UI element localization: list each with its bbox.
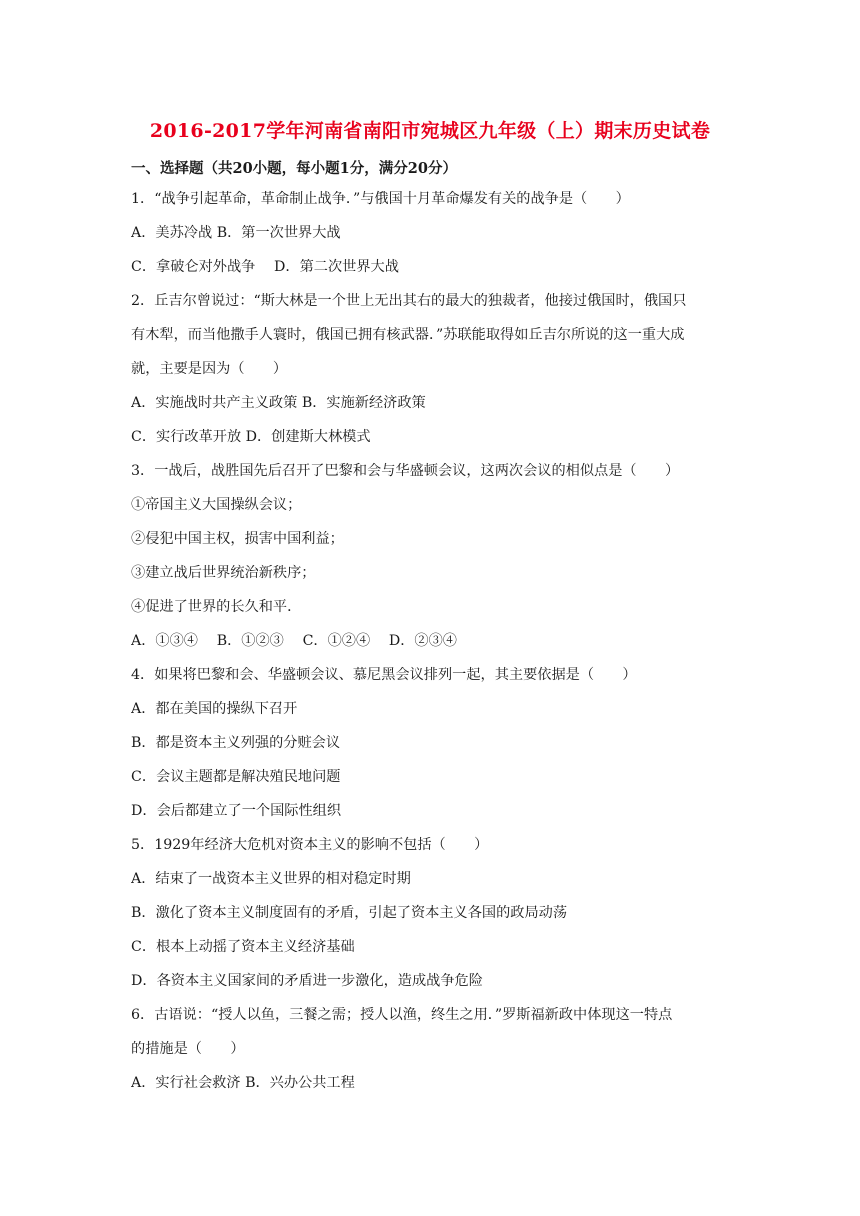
text-line: C．实行改革开放 D．创建斯大林模式	[131, 429, 371, 445]
text-line: ④促进了世界的长久和平．	[131, 599, 302, 615]
text-line: A．实施战时共产主义政策 B．实施新经济政策	[131, 395, 426, 411]
page-title: 2016-2017学年河南省南阳市宛城区九年级（上）期末历史试卷	[149, 120, 711, 142]
text-line: 1．“战争引起革命，革命制止战争．”与俄国十月革命爆发有关的战争是（ ）	[131, 191, 630, 207]
text-line: A．结束了一战资本主义世界的相对稳定时期	[131, 871, 411, 887]
text-line: A．美苏冷战 B．第一次世界大战	[131, 225, 341, 241]
text-line: ③建立战后世界统治新秩序；	[131, 565, 316, 581]
text-line: C．会议主题都是解决殖民地问题	[131, 769, 341, 785]
text-line: B．都是资本主义列强的分赃会议	[131, 735, 341, 751]
text-line: A．①③④ B．①②③ C．①②④ D．②③④	[131, 633, 457, 649]
text-line: C．拿破仑对外战争 D．第二次世界大战	[131, 259, 399, 275]
section-heading: 一、选择题（共20小题，每小题1分，满分20分）	[131, 160, 457, 177]
text-line: ②侵犯中国主权，损害中国利益；	[131, 531, 344, 547]
text-line: D．各资本主义国家间的矛盾进一步激化，造成战争危险	[131, 973, 483, 989]
text-line: D．会后都建立了一个国际性组织	[131, 803, 342, 819]
text-line: 有木犁，而当他撒手人寰时，俄国已拥有核武器．”苏联能取得如丘吉尔所说的这一重大成	[131, 327, 685, 343]
text-line: 的措施是（ ）	[131, 1041, 245, 1057]
text-line: C．根本上动摇了资本主义经济基础	[131, 939, 355, 955]
text-line: 就，主要是因为（ ）	[131, 361, 288, 377]
text-line: A．实行社会救济 B．兴办公共工程	[131, 1075, 355, 1091]
text-line: ①帝国主义大国操纵会议；	[131, 497, 302, 513]
text-line: 2．丘吉尔曾说过：“斯大林是一个世上无出其右的最大的独裁者，他接过俄国时，俄国只	[131, 293, 687, 309]
question-list	[131, 182, 733, 1100]
text-line: 4．如果将巴黎和会、华盛顿会议、慕尼黑会议排列一起，其主要依据是（ ）	[131, 667, 637, 683]
text-line: 6．古语说：“授人以鱼，三餐之需；授人以渔，终生之用．”罗斯福新政中体现这一特点	[131, 1007, 673, 1023]
text-line: B．激化了资本主义制度固有的矛盾，引起了资本主义各国的政局动荡	[131, 905, 568, 921]
text-line: 3．一战后，战胜国先后召开了巴黎和会与华盛顿会议，这两次会议的相似点是（ ）	[131, 463, 680, 479]
text-line: 5．1929年经济大危机对资本主义的影响不包括（ ）	[131, 837, 489, 853]
text-line: A．都在美国的操纵下召开	[131, 701, 298, 717]
